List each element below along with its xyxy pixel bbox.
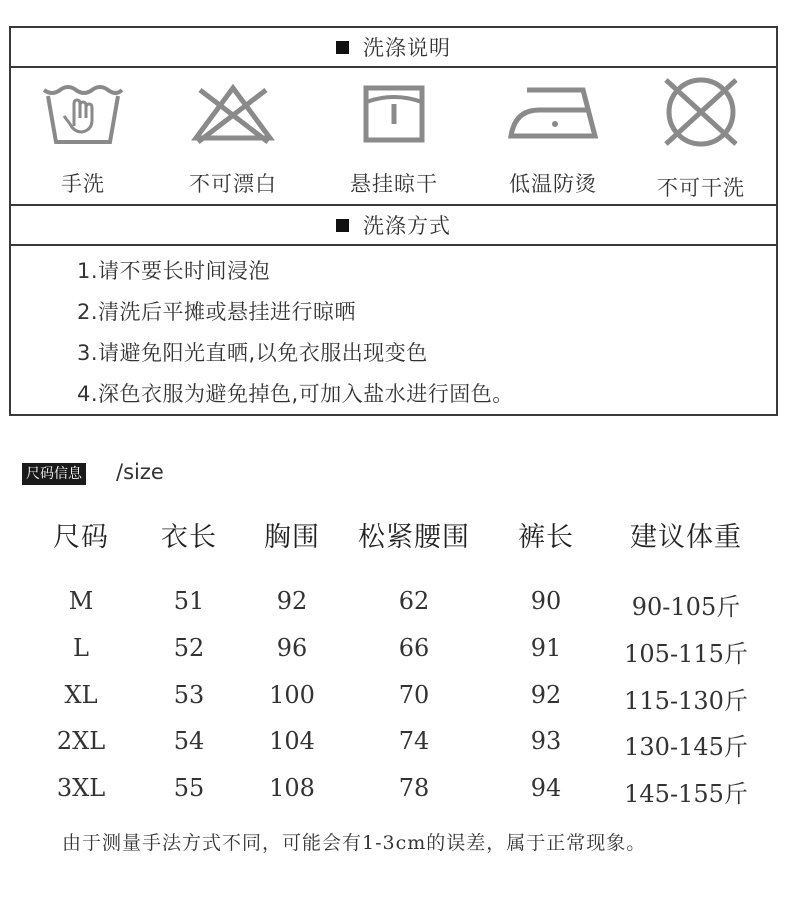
- table-cell: 74: [398, 727, 430, 755]
- table-header: 胸围: [264, 522, 320, 553]
- table-cell: 53: [173, 681, 205, 709]
- care-icon-hand-wash: [13, 68, 153, 204]
- no-dry-clean-icon: [656, 74, 746, 150]
- care-icon-no-dry-clean: [631, 68, 771, 204]
- low-iron-icon: [503, 82, 603, 144]
- list-item: 4.深色衣服为避免掉色,可加入盐水进行固色。: [77, 382, 514, 406]
- table-header: 松紧腰围: [358, 522, 470, 553]
- care-icon-label: 手洗: [61, 172, 105, 196]
- table-cell: 52: [173, 634, 205, 662]
- care-title: 洗涤说明: [363, 36, 451, 60]
- table-cell: 96: [276, 634, 308, 662]
- table-cell: 54: [173, 727, 205, 755]
- care-icon-hang-dry: [324, 68, 464, 204]
- list-item: 3.请避免阳光直晒,以免衣服出现变色: [77, 341, 428, 365]
- table-cell: 130-145斤: [624, 733, 748, 761]
- table-cell: 100: [269, 681, 315, 709]
- table-cell: 70: [398, 681, 430, 709]
- table-cell: 115-130斤: [624, 687, 748, 715]
- care-icon-no-bleach: [163, 68, 303, 204]
- wash-method-list: [77, 256, 514, 420]
- care-icons-row: [11, 68, 776, 204]
- table-cell: 108: [269, 774, 315, 802]
- table-cell: 91: [530, 634, 562, 662]
- table-header: 尺码: [53, 522, 109, 553]
- table-cell: M: [68, 587, 94, 615]
- table-cell: 66: [398, 634, 430, 662]
- measurement-note: 由于测量手法方式不同，可能会有1-3cm的误差，属于正常现象。: [62, 832, 647, 854]
- table-cell: 55: [173, 774, 205, 802]
- table-cell: 105-115斤: [624, 640, 748, 668]
- table-cell: 145-155斤: [624, 780, 748, 808]
- table-cell: 3XL: [56, 774, 106, 802]
- table-cell: 92: [530, 681, 562, 709]
- table-cell: 2XL: [56, 727, 106, 755]
- table-cell: XL: [64, 681, 98, 709]
- table-cell: L: [73, 634, 89, 662]
- care-title-bar: [11, 28, 776, 68]
- size-english-label: /size: [116, 460, 164, 484]
- method-title-bar: [11, 204, 776, 246]
- hang-dry-icon: [359, 82, 429, 148]
- table-cell: 104: [269, 727, 315, 755]
- no-bleach-icon: [188, 82, 278, 146]
- care-icon-label: 低温防烫: [509, 172, 597, 196]
- table-cell: 78: [398, 774, 430, 802]
- care-instructions-box: [9, 26, 778, 416]
- table-cell: 92: [276, 587, 308, 615]
- list-item: 2.清洗后平摊或悬挂进行晾晒: [77, 300, 357, 324]
- table-cell: 93: [530, 727, 562, 755]
- table-cell: 90: [530, 587, 562, 615]
- table-cell: 51: [173, 587, 205, 615]
- square-bullet-icon: [336, 41, 349, 54]
- care-icon-label: 悬挂晾干: [350, 172, 438, 196]
- list-item: 1.请不要长时间浸泡: [77, 259, 271, 283]
- hand-wash-icon: [38, 82, 128, 148]
- care-icon-label: 不可漂白: [189, 172, 277, 196]
- table-header: 裤长: [518, 522, 574, 553]
- method-title: 洗涤方式: [363, 214, 451, 238]
- size-info-tag: 尺码信息: [22, 463, 86, 485]
- care-icon-low-iron: [483, 68, 623, 204]
- square-bullet-icon: [336, 219, 349, 232]
- table-cell: 62: [398, 587, 430, 615]
- table-header: 建议体重: [630, 522, 742, 553]
- care-icon-label: 不可干洗: [657, 176, 745, 200]
- table-cell: 90-105斤: [631, 593, 741, 621]
- table-cell: 94: [530, 774, 562, 802]
- table-header: 衣长: [161, 522, 217, 553]
